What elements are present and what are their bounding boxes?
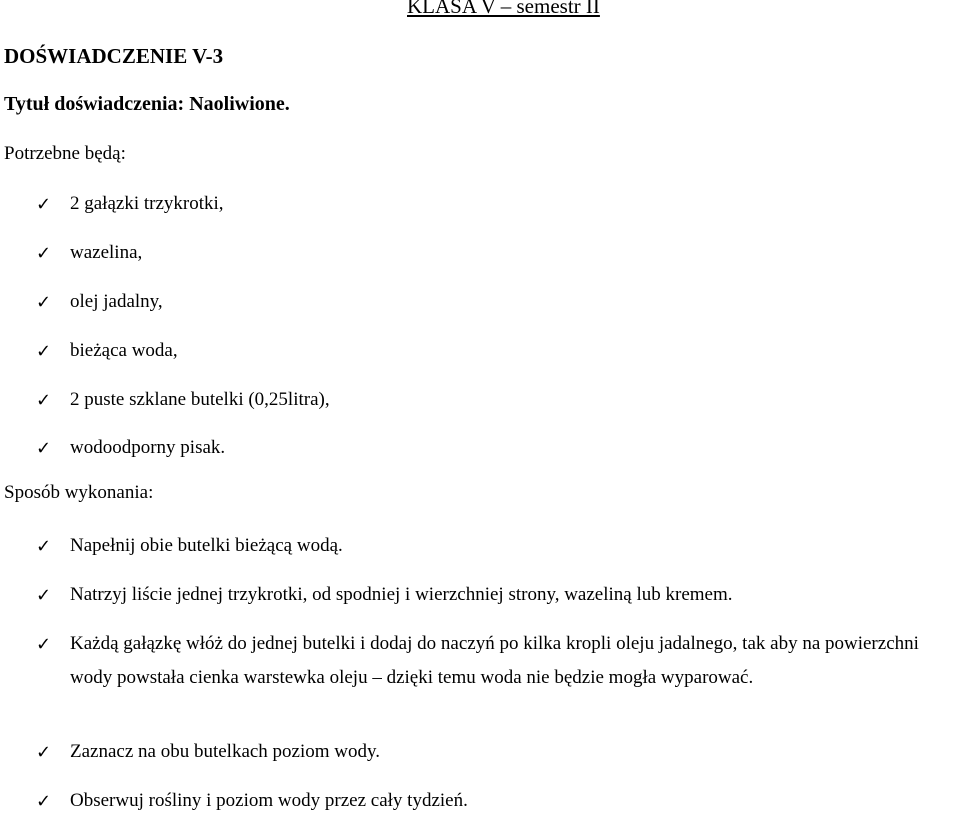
check-icon: ✓: [36, 390, 52, 411]
check-icon: ✓: [36, 194, 52, 215]
experiment-title: Tytuł doświadczenia: Naoliwione.: [4, 93, 290, 115]
step-text: Natrzyj liście jednej trzykrotki, od spodniej i wierzchniej strony, wazeliną lub kremem.: [70, 584, 733, 605]
class-semester-header: KLASA V – semestr II: [407, 0, 600, 18]
check-icon: ✓: [36, 536, 52, 557]
check-icon: ✓: [36, 292, 52, 313]
check-icon: ✓: [36, 585, 52, 606]
material-text: olej jadalny,: [70, 291, 163, 312]
check-icon: ✓: [36, 243, 52, 264]
material-text: bieżąca woda,: [70, 340, 178, 361]
check-icon: ✓: [36, 634, 52, 655]
materials-heading: Potrzebne będą:: [4, 143, 126, 164]
check-icon: ✓: [36, 742, 52, 763]
step-text: Zaznacz na obu butelkach poziom wody.: [70, 741, 381, 762]
method-heading: Sposób wykonania:: [4, 482, 154, 503]
material-text: wodoodporny pisak.: [70, 437, 226, 458]
material-text: wazelina,: [70, 242, 143, 263]
step-text: Obserwuj rośliny i poziom wody przez cały tydzień.: [70, 790, 468, 811]
check-icon: ✓: [36, 791, 52, 812]
step-text: Każdą gałązkę włóż do jednej butelki i dodaj do naczyń po kilka kropli oleju jadalnego, tak aby na powierzchni wody powstała cienka warstewka oleju – dzięki temu woda nie będzie mogła wyparować.: [70, 633, 919, 688]
material-text: 2 gałązki trzykrotki,: [70, 193, 224, 214]
step-text: Napełnij obie butelki bieżącą wodą.: [70, 535, 343, 556]
check-icon: ✓: [36, 341, 52, 362]
experiment-id: DOŚWIADCZENIE V-3: [4, 44, 224, 68]
material-text: 2 puste szklane butelki (0,25litra),: [70, 389, 330, 410]
check-icon: ✓: [36, 438, 52, 459]
